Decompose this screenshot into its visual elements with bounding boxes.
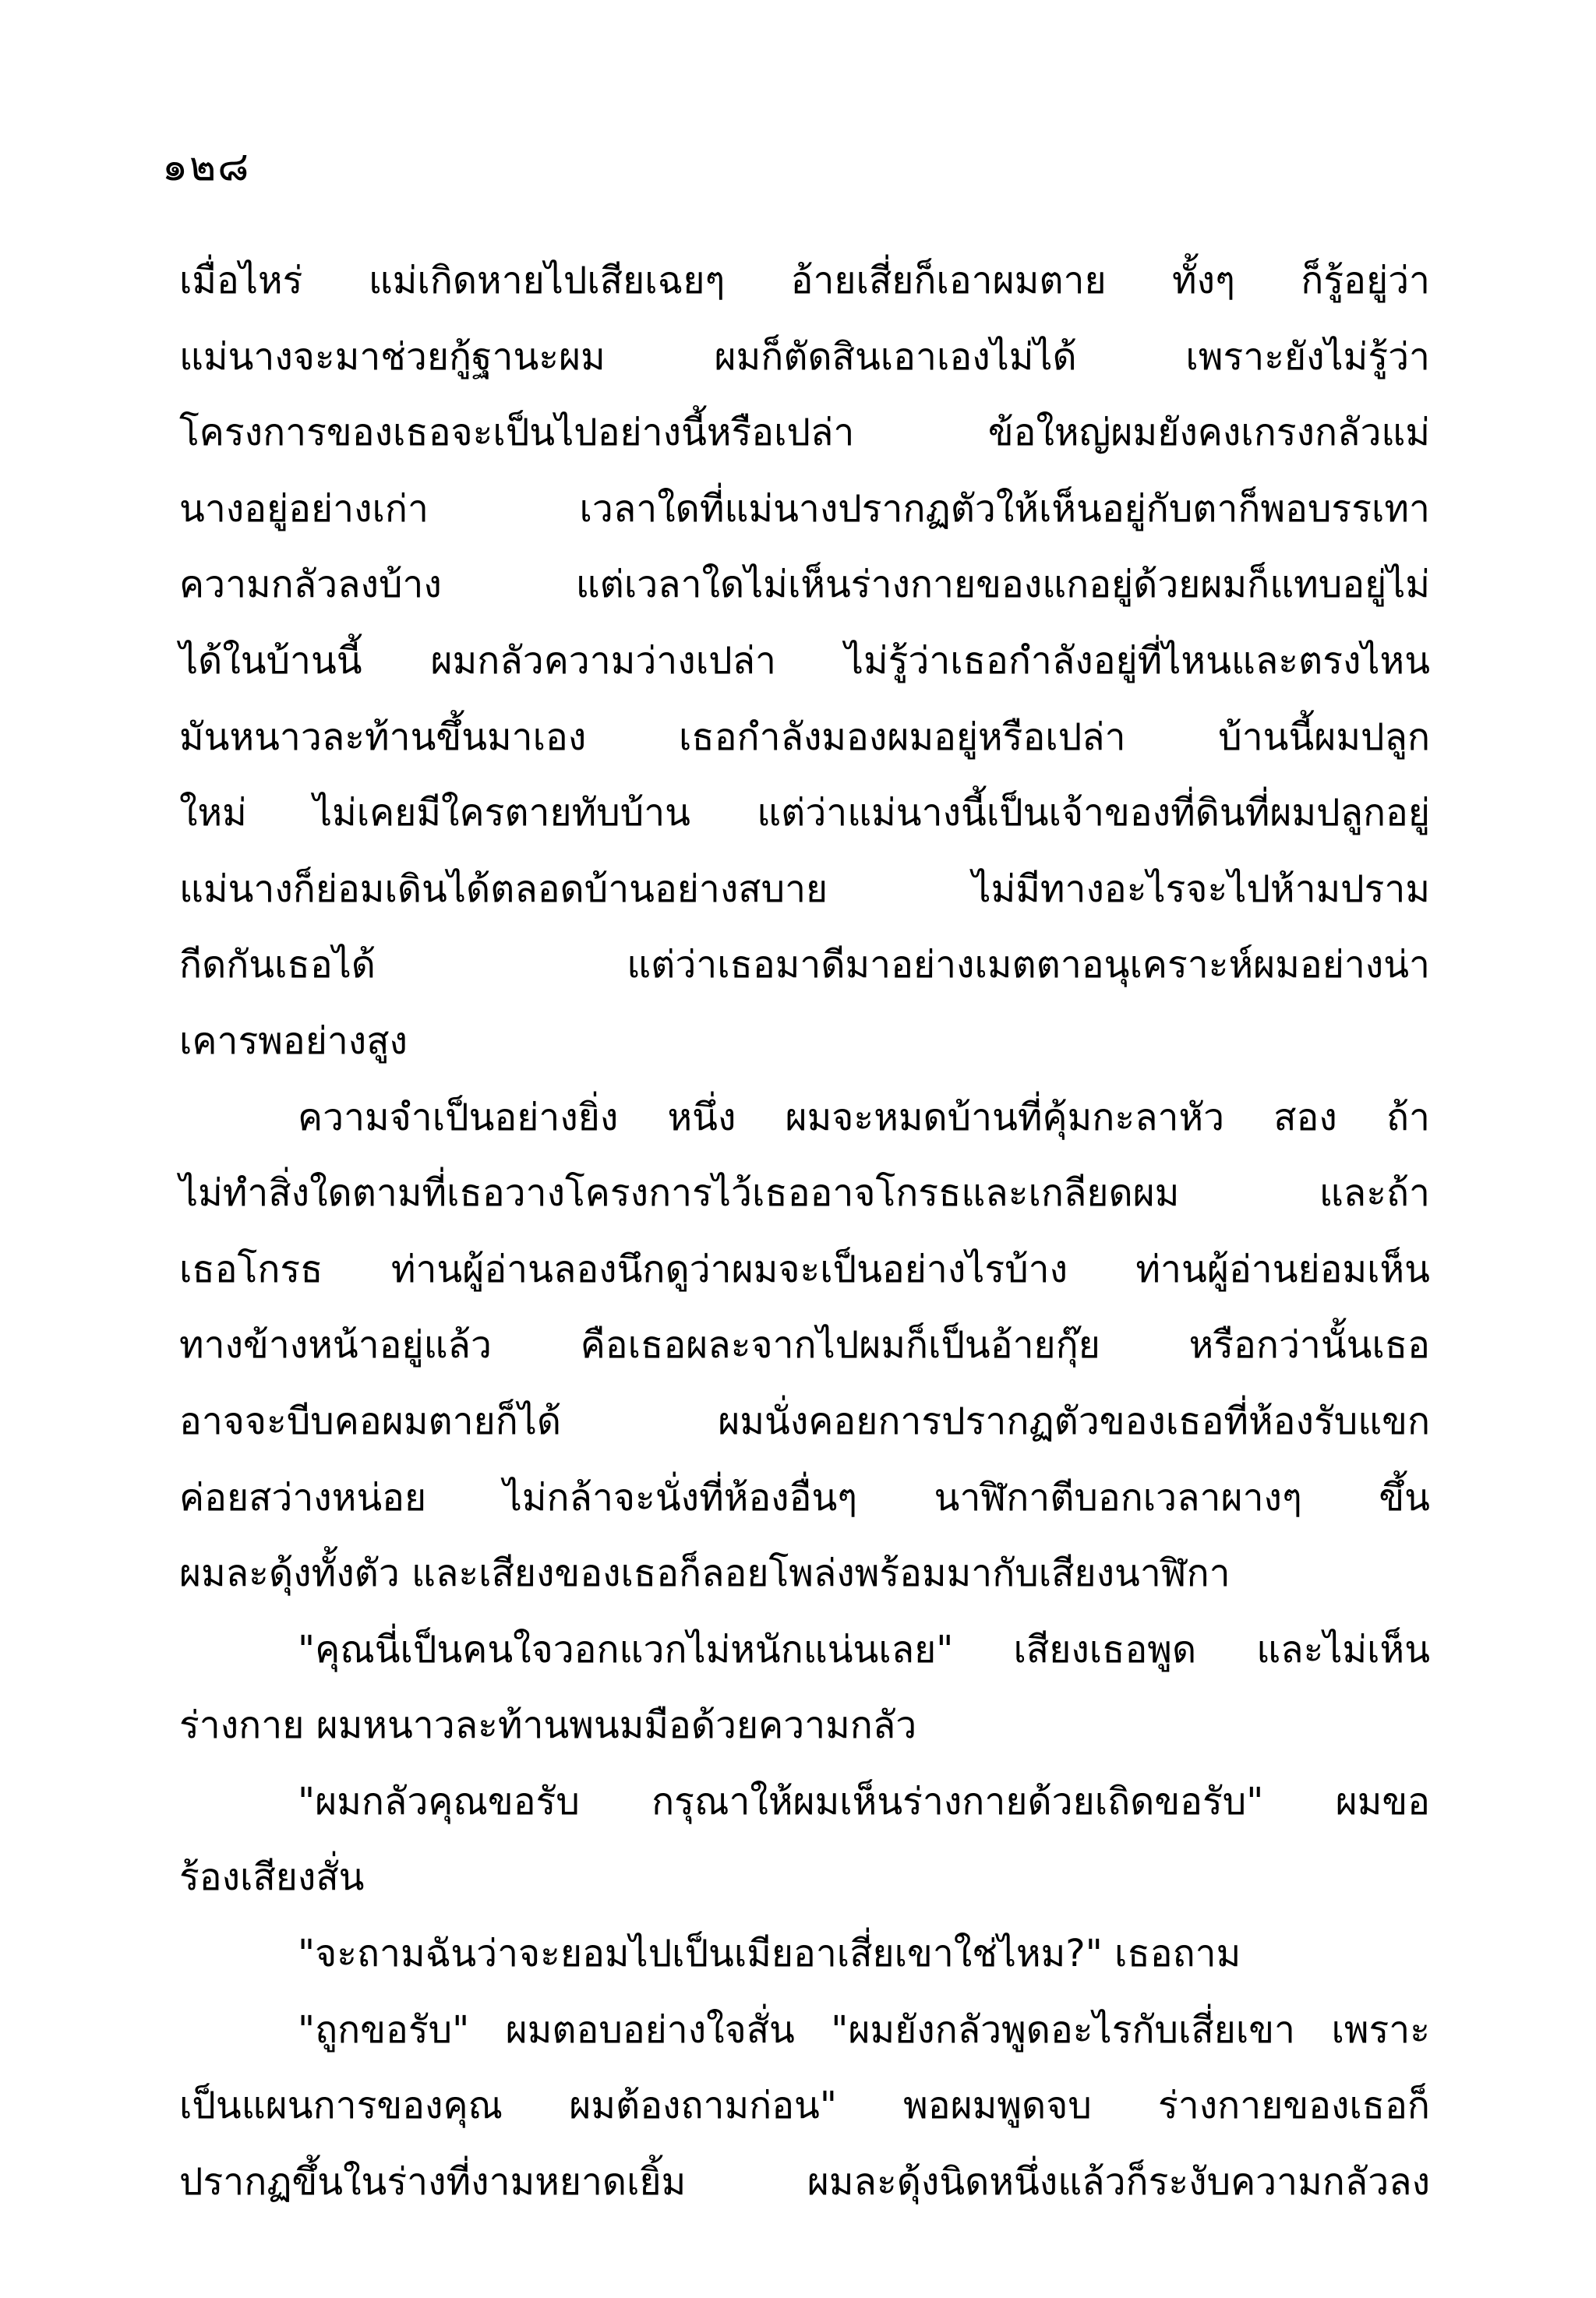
dialogue-line: "ถูกขอรับ" ผมตอบอย่างใจสั่น "ผมยังกลัวพูดอะไรกับเสี่ยเขา เพราะ xyxy=(298,2007,1430,2052)
text-line: ผมละดุ้งทั้งตัว และเสียงของเธอก็ลอยโพล่งพร้อมมากับเสียงนาฬิกา xyxy=(179,1551,1231,1596)
text-line: เมื่อไหร่ แม่เกิดหายไปเสียเฉยๆ อ้ายเสี่ยก็เอาผมตาย ทั้งๆ ก็รู้อยู่ว่า xyxy=(179,259,1430,302)
text-line: ปรากฏขึ้นในร่างที่งามหยาดเยิ้ม ผมละดุ้งนิดหนึ่งแล้วก็ระงับความกลัวลง xyxy=(179,2159,1430,2204)
body-text xyxy=(179,243,1430,2220)
text-line: เป็นแผนการของคุณ ผมต้องถามก่อน" พอผมพูดจบ ร่างกายของเธอก็ xyxy=(179,2084,1430,2128)
text-line: เคารพอย่างสูง xyxy=(179,1018,408,1063)
text-line: ร้องเสียงสั่น xyxy=(179,1855,365,1900)
text-line: นางอยู่อย่างเก่า เวลาใดที่แม่นางปรากฏตัวให้เห็นอยู่กับตาก็พอบรรเทา xyxy=(179,486,1430,531)
text-line: ความกลัวลงบ้าง แต่เวลาใดไม่เห็นร่างกายของแกอยู่ด้วยผมก็แทบอยู่ไม่ xyxy=(179,563,1430,607)
paragraph-first-line: ความจำเป็นอย่างยิ่ง หนึ่ง ผมจะหมดบ้านที่คุ้มกะลาหัว สอง ถ้า xyxy=(298,1095,1430,1139)
text-line: แม่นางก็ย่อมเดินได้ตลอดบ้านอย่างสบาย ไม่มีทางอะไรจะไปห้ามปราม xyxy=(179,867,1430,911)
text-line: มันหนาวละท้านขึ้นมาเอง เธอกำลังมองผมอยู่หรือเปล่า บ้านนี้ผมปลูก xyxy=(179,715,1430,759)
dialogue-line: "คุณนี่เป็นคนใจวอกแวกไม่หนักแน่นเลย" เสียงเธอพูด และไม่เห็น xyxy=(298,1627,1430,1671)
dialogue-line: "จะถามฉันว่าจะยอมไปเป็นเมียอาเสี่ยเขาใช่ไหม?" เธอถาม xyxy=(298,1932,1241,1976)
text-line: เธอโกรธ ท่านผู้อ่านลองนึกดูว่าผมจะเป็นอย่างไรบ้าง ท่านผู้อ่านย่อมเห็น xyxy=(179,1247,1430,1291)
text-line: แม่นางจะมาช่วยกู้ฐานะผม ผมก็ตัดสินเอาเองไม่ได้ เพราะยังไม่รู้ว่า xyxy=(179,334,1430,379)
text-line: ทางข้างหน้าอยู่แล้ว คือเธอผละจากไปผมก็เป็นอ้ายกุ๊ย หรือกว่านั้นเธอ xyxy=(179,1323,1430,1368)
text-line: อาจจะบีบคอผมตายก็ได้ ผมนั่งคอยการปรากฏตัวของเธอที่ห้องรับแขก xyxy=(179,1399,1430,1443)
text-line: ใหม่ ไม่เคยมีใครตายทับบ้าน แต่ว่าแม่นางนี้เป็นเจ้าของที่ดินที่ผมปลูกอยู่ xyxy=(179,791,1430,835)
text-line: ค่อยสว่างหน่อย ไม่กล้าจะนั่งที่ห้องอื่นๆ นาฬิกาตีบอกเวลาผางๆ ขึ้น xyxy=(179,1475,1430,1520)
dialogue-line: "ผมกลัวคุณขอรับ กรุณาให้ผมเห็นร่างกายด้วยเถิดขอรับ" ผมขอ xyxy=(298,1779,1430,1823)
text-line: ร่างกาย ผมหนาวละท้านพนมมือด้วยความกลัว xyxy=(179,1703,917,1748)
text-line: ได้ในบ้านนี้ ผมกลัวความว่างเปล่า ไม่รู้ว่าเธอกำลังอยู่ที่ไหนและตรงไหน xyxy=(179,638,1430,683)
page-number: ๑๒๘ xyxy=(162,143,251,190)
text-line: กีดกันเธอได้ แต่ว่าเธอมาดีมาอย่างเมตตาอนุเคราะห์ผมอย่างน่า xyxy=(179,943,1430,987)
text-line: ไม่ทำสิ่งใดตามที่เธอวางโครงการไว้เธออาจโกรธและเกลียดผม และถ้า xyxy=(179,1171,1430,1216)
text-line: โครงการของเธอจะเป็นไปอย่างนี้หรือเปล่า ข้อใหญ่ผมยังคงเกรงกลัวแม่ xyxy=(179,411,1430,455)
